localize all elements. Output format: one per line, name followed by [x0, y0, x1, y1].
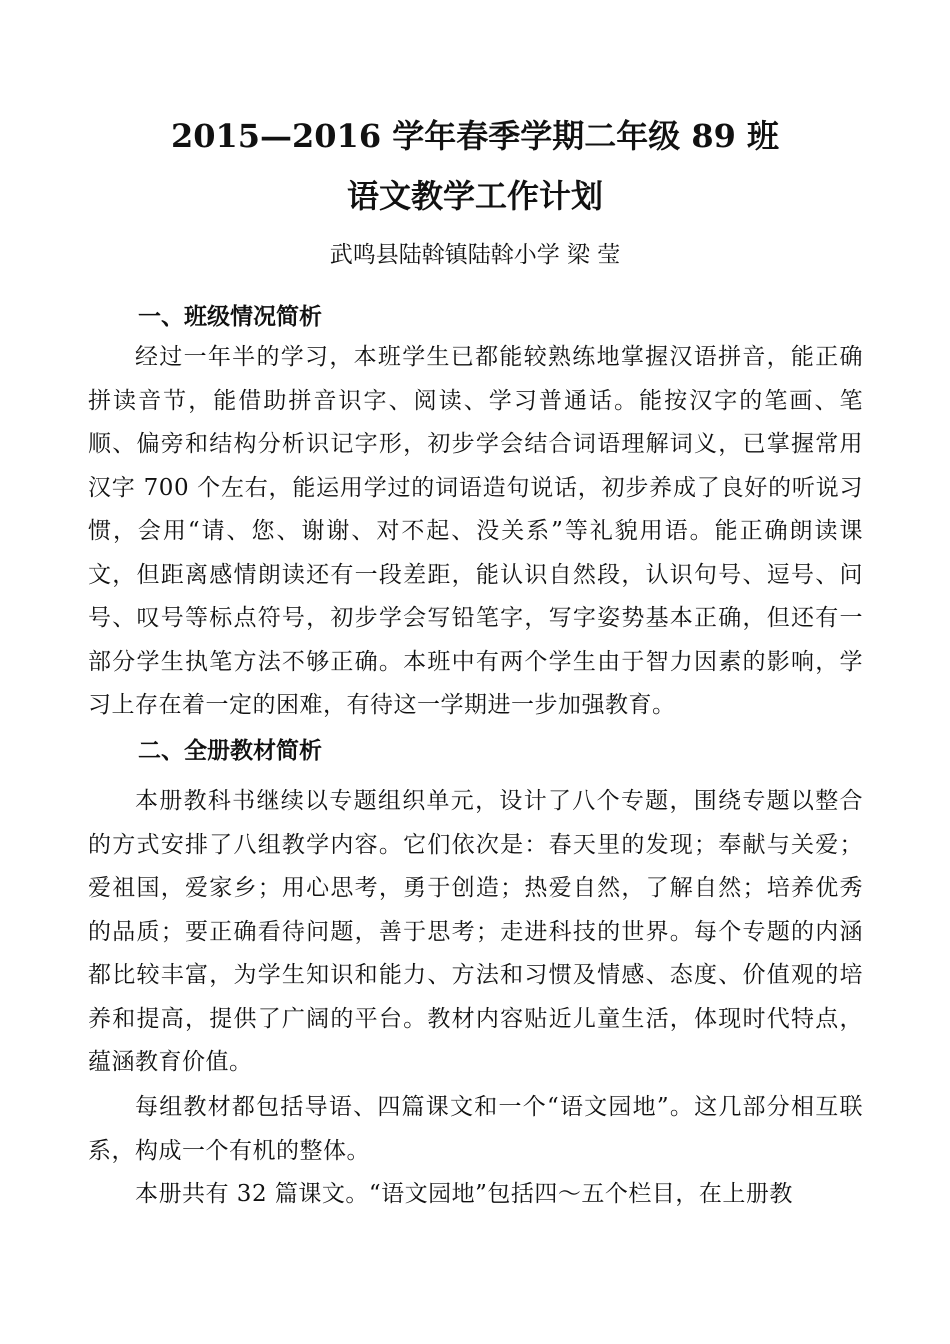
document-title-line1: 2015—2016 学年春季学期二年级 89 班: [170, 117, 780, 155]
section2-paragraph3: 本册共有 32 篇课文。“语文园地”包括四～五个栏目，在上册教: [135, 1181, 793, 1207]
author-line: 武鸣县陆斡镇陆斡小学 梁 莹: [329, 242, 621, 268]
section1-paragraph: 经过一年半的学习，本班学生已都能较熟练地掌握汉语拼音，能正确拼读音节，能借助拼音识字、阅读、学习普通话。能按汉字的笔画、笔顺、偏旁和结构分析识记字形，初步学会结合词语理解词义，已掌握常用汉字 700 个左右，能运用学过的词语造句说话，初步养成了良好的听说习惯，会用“请、您、谢谢、对不起、没关系”等礼貌用语。能正确朗读课文，但距离感情朗读还有一段差距，能认识自然段，认识句号、逗号、问号、叹号等标点符号，初步学会写铅笔字，写字姿势基本正确，但还有一部分学生执笔方法不够正确。本班中有两个学生由于智力因素的影响，学习上存在着一定的困难，有待这一学期进一步加强教育。: [88, 344, 863, 718]
section2-heading: 二、全册教材简析: [138, 738, 322, 764]
document-title-line2: 语文教学工作计划: [346, 177, 603, 215]
section2-paragraph1: 本册教科书继续以专题组织单元，设计了八个专题，围绕专题以整合的方式安排了八组教学内容。它们依次是：春天里的发现；奉献与关爱；爱祖国，爱家乡；用心思考，勇于创造；热爱自然，了解自然；培养优秀的品质；要正确看待问题，善于思考；走进科技的世界。每个专题的内涵都比较丰富，为学生知识和能力、方法和习惯及情感、态度、价值观的培养和提高，提供了广阔的平台。教材内容贴近儿童生活，体现时代特点，蕴涵教育价值。: [88, 788, 863, 1075]
section2-paragraph2: 每组教材都包括导语、四篇课文和一个“语文园地”。这几部分相互联系，构成一个有机的整体。: [88, 1094, 863, 1164]
section1-heading: 一、班级情况简析: [138, 304, 322, 330]
